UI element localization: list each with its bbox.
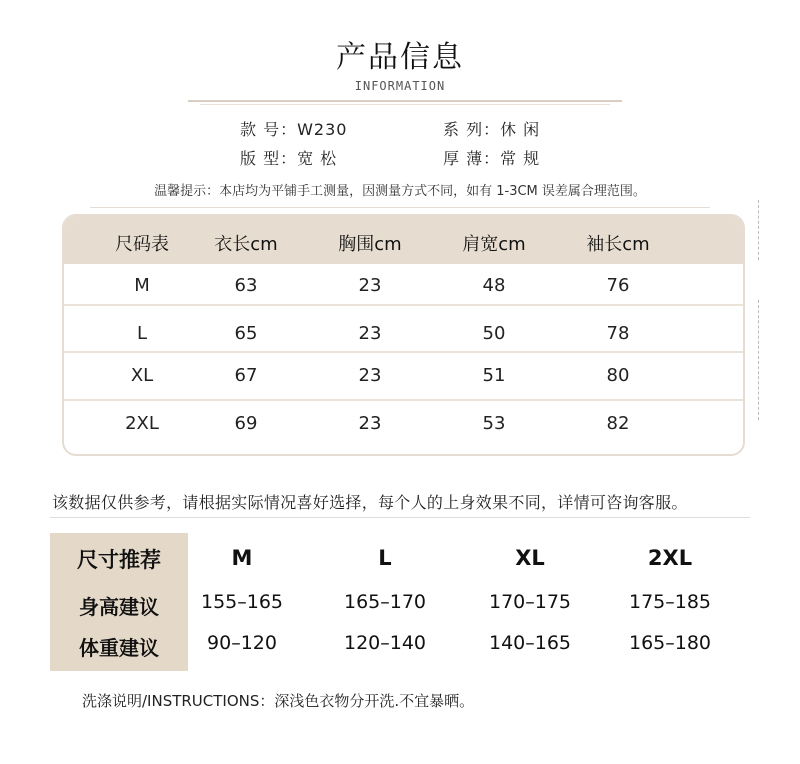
table-cell: 23	[358, 275, 382, 296]
row-divider	[64, 304, 743, 306]
series-label: 系 列：	[443, 120, 501, 139]
table-cell: 63	[234, 275, 258, 296]
table-cell: 80	[606, 365, 630, 386]
table-cell: 78	[606, 323, 630, 344]
table-cell: 2XL	[125, 413, 159, 434]
table-cell: 23	[358, 323, 382, 344]
header-length: 衣长cm	[214, 234, 278, 255]
divider	[200, 104, 610, 105]
table-cell: 23	[358, 413, 382, 434]
style-no-label: 款 号：	[240, 120, 298, 139]
recommend-label-column	[50, 533, 188, 671]
table-cell: XL	[130, 365, 154, 386]
header-size: 尺码表	[115, 234, 169, 255]
table-cell: 53	[482, 413, 506, 434]
height-value: 170–175	[488, 591, 572, 613]
recommend-size-l: L	[378, 546, 392, 570]
washing-text: 深浅色衣物分开洗.不宜暴晒。	[274, 692, 475, 710]
size-chart-header-row	[64, 216, 743, 264]
fit-field	[240, 146, 337, 169]
header-sleeve: 袖长cm	[586, 234, 650, 255]
table-cell: 82	[606, 413, 630, 434]
series-value: 休 闲	[500, 120, 541, 139]
weight-label: 体重建议	[79, 636, 159, 660]
height-value: 155–165	[200, 591, 284, 613]
page-title: 产品信息	[336, 40, 464, 75]
table-cell: 76	[606, 275, 630, 296]
table-cell: M	[134, 275, 150, 296]
thickness-value: 常 规	[500, 149, 541, 168]
row-divider	[64, 351, 743, 353]
series-field	[443, 117, 540, 140]
divider	[90, 207, 710, 208]
style-no-field	[240, 117, 347, 140]
table-cell: 50	[482, 323, 506, 344]
table-cell: 67	[234, 365, 258, 386]
measure-note: 温馨提示：本店均为平铺手工测量，因测量方式不同，如有 1-3CM 误差属合理范围。	[154, 184, 646, 199]
table-cell: L	[136, 323, 148, 344]
weight-value: 120–140	[343, 632, 427, 654]
recommend-size-xl: XL	[515, 546, 545, 570]
thickness-label: 厚 薄：	[443, 149, 501, 168]
decorative-dash	[758, 300, 760, 420]
page-subtitle: INFORMATION	[354, 79, 446, 93]
thickness-field	[443, 146, 540, 169]
recommend-size-m: M	[231, 546, 253, 570]
height-value: 165–170	[343, 591, 427, 613]
row-divider	[64, 399, 743, 401]
table-cell: 48	[482, 275, 506, 296]
table-cell: 23	[358, 365, 382, 386]
fit-value: 宽 松	[297, 149, 338, 168]
advice-note: 该数据仅供参考，请根据实际情况喜好选择，每个人的上身效果不同，详情可咨询客服。	[52, 493, 688, 512]
fit-label: 版 型：	[240, 149, 298, 168]
recommend-corner-label: 尺寸推荐	[77, 548, 161, 572]
header-chest: 胸围cm	[338, 234, 402, 255]
header-shoulder: 肩宽cm	[462, 234, 526, 255]
weight-value: 165–180	[628, 632, 712, 654]
table-cell: 69	[234, 413, 258, 434]
washing-instructions	[82, 690, 474, 711]
divider	[50, 517, 750, 518]
weight-value: 140–165	[488, 632, 572, 654]
size-chart-table	[62, 214, 745, 456]
washing-label: 洗涤说明/INSTRUCTIONS：	[82, 692, 275, 710]
divider	[188, 100, 622, 102]
table-cell: 51	[482, 365, 506, 386]
decorative-dash	[758, 200, 760, 260]
table-cell: 65	[234, 323, 258, 344]
style-no-value: W230	[297, 120, 348, 139]
height-value: 175–185	[628, 591, 712, 613]
recommend-size-2xl: 2XL	[647, 546, 693, 570]
height-label: 身高建议	[79, 595, 159, 619]
weight-value: 90–120	[207, 632, 277, 654]
